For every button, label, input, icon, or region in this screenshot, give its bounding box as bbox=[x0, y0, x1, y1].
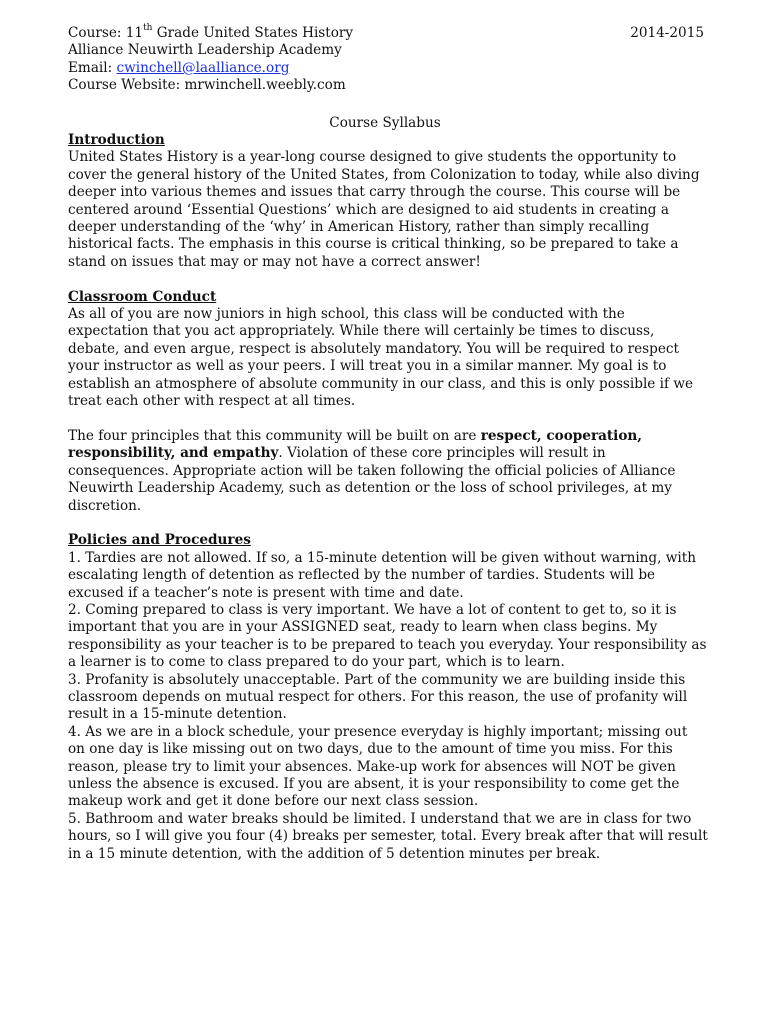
policies-heading: Policies and Procedures bbox=[68, 532, 251, 549]
conduct-p2-end: . Violation of these core principles will result in consequences. Appropriate action will be taken following the official policies of Alliance Neuwirth Leadership Academy, such as detention or the loss of school privileges, at my discretion. bbox=[68, 445, 676, 514]
introduction-text: United States History is a year-long course designed to give students the opportunity to cover the general history of the United States, from Colonization to today, while also diving deeper into various themes and issues that carry through the course. This course will be centered around ‘Essential Questions’ which are designed to aid students in creating a deeper understanding of the ‘why’ in American History, rather than simply recalling historical facts. The emphasis in this course is critical thinking, so be prepared to take a stand on issues that may or may not have a correct answer! bbox=[68, 149, 700, 270]
core-principles: respect, cooperation, responsibility, and empathy bbox=[68, 427, 643, 462]
policy-item: 2. Coming prepared to class is very important. We have a lot of content to get to, so it is important that you are in your ASSIGNED seat, ready to learn when class begins. My responsibility as your teacher is to be prepared to teach you everyday. Your responsibility as a learner is to come to class prepared to do your part, which is to learn. bbox=[68, 601, 707, 671]
course-suffix: Grade United States History bbox=[152, 25, 354, 41]
document-header bbox=[68, 25, 704, 95]
email-label: Email: bbox=[68, 59, 117, 76]
introduction-heading: Introduction bbox=[68, 132, 165, 148]
conduct-paragraph-1: As all of you are now juniors in high school, this class will be conducted with the expectation that you act appropriately. While there will certainly be times to discuss, debate, and even argue, respect is absolutely mandatory. You will be required to respect your instructor as well as your peers. I will treat you in a similar manner. My goal is to establish an atmosphere of absolute community in our class, and this is only possible if we treat each other with respect at all times. bbox=[68, 306, 694, 410]
conduct-heading: Classroom Conduct bbox=[68, 288, 217, 305]
school-name: Alliance Neuwirth Leadership Academy bbox=[68, 42, 342, 59]
email-link[interactable]: cwinchell@laalliance.org bbox=[116, 59, 290, 76]
email-line bbox=[68, 60, 704, 77]
policy-item: 1. Tardies are not allowed. If so, a 15-minute detention will be given without warning, with escalating length of detention as reflected by the number of tardies. Students will be excused if a teacher’s note is present with time and date. bbox=[68, 549, 696, 601]
conduct-paragraph-2 bbox=[68, 428, 708, 515]
school-year: 2014-2015 bbox=[630, 25, 704, 41]
policy-item: 4. As we are in a block schedule, your presence everyday is highly important; missing out on one day is like missing out on two days, due to the amount of time you miss. For this reason, please try to limit your absences. Make-up work for absences will NOT be given unless the absence is excused. If you are absent, it is your responsibility to come get the makeup work and get it done before our next class session. bbox=[68, 723, 688, 810]
course-line bbox=[68, 25, 704, 42]
page-title: Course Syllabus bbox=[329, 115, 441, 131]
syllabus-body bbox=[68, 132, 708, 863]
policy-item: 5. Bathroom and water breaks should be limited. I understand that we are in class for two hours, so I will give you four (4) breaks per semester, total. Every break after that will result in a 15 minute detention, with the addition of 5 detention minutes per break. bbox=[68, 810, 708, 862]
course-website: Course Website: mrwinchell.weebly.com bbox=[68, 77, 346, 94]
conduct-p2-start: The four principles that this community will be built on are bbox=[68, 427, 481, 444]
policy-item: 3. Profanity is absolutely unacceptable. Part of the community we are building inside this classroom depends on mutual respect for others. For this reason, the use of profanity will result in a 15-minute detention. bbox=[68, 671, 688, 723]
course-prefix: Course: 11 bbox=[68, 25, 144, 41]
course-superscript: th bbox=[143, 23, 153, 34]
